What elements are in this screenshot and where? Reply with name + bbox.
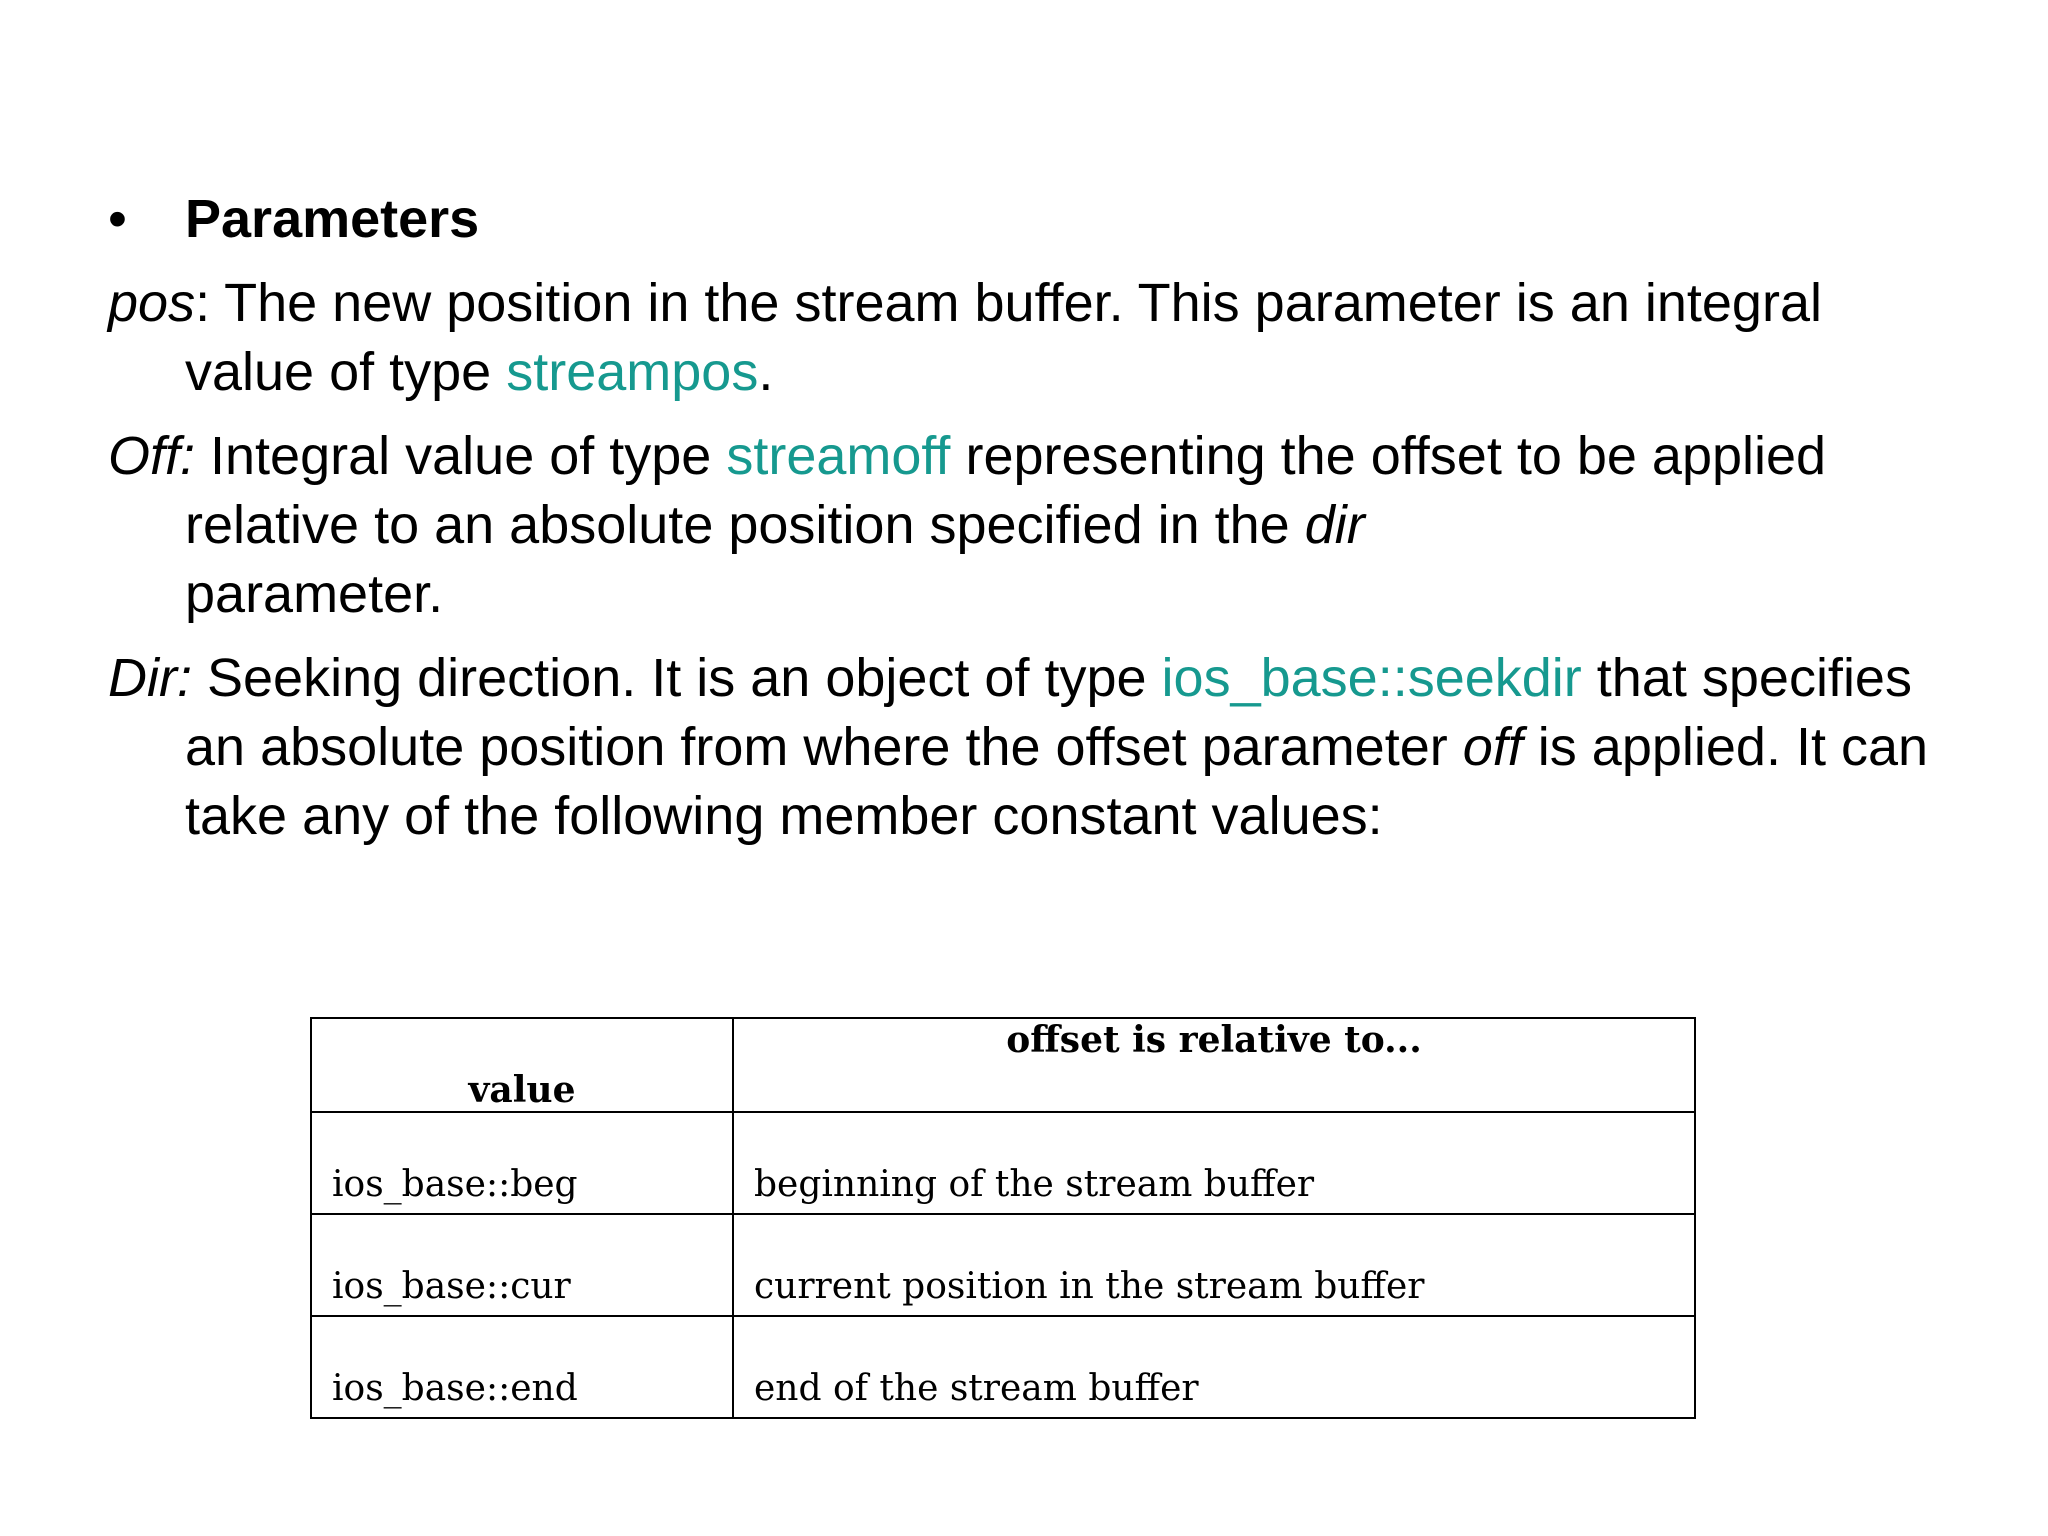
param-dir-text3: is applied. It can take any of the following member constant values: <box>185 717 1929 846</box>
cell-description: current position in the stream buffer <box>733 1214 1695 1316</box>
table-header-row <box>311 1018 1695 1112</box>
param-dir-text1: Seeking direction. It is an object of type <box>191 648 1162 708</box>
cell-value: ios_base::cur <box>311 1214 733 1316</box>
param-dir-text2: that specifies an absolute position from where the offset parameter <box>185 648 1912 777</box>
param-pos <box>108 269 1948 407</box>
heading-text: Parameters <box>185 189 480 249</box>
streampos-link[interactable]: streampos <box>506 342 759 402</box>
streamoff-link[interactable]: streamoff <box>726 426 951 486</box>
param-dir <box>108 644 1948 851</box>
param-off-text3: parameter. <box>185 564 444 624</box>
param-off-dir-italic: dir <box>1304 495 1365 555</box>
param-dir-term: Dir: <box>108 648 192 708</box>
bullet-icon: • <box>108 189 127 249</box>
param-pos-text2: . <box>758 342 774 402</box>
param-off-text1: Integral value of type <box>195 426 727 486</box>
cell-value: ios_base::beg <box>311 1112 733 1214</box>
cell-description: end of the stream buffer <box>733 1316 1695 1418</box>
param-pos-text1: The new position in the stream buffer. This parameter is an integral value of type <box>185 273 1822 402</box>
cell-description: beginning of the stream buffer <box>733 1112 1695 1214</box>
table-row <box>311 1316 1695 1418</box>
seekdir-link[interactable]: ios_base::seekdir <box>1161 648 1582 708</box>
header-value: value <box>311 1018 733 1112</box>
header-relative-to: offset is relative to... <box>733 1018 1695 1112</box>
param-off <box>108 422 1948 629</box>
seekdir-values-table <box>310 1017 1696 1419</box>
param-pos-term: pos <box>108 273 196 333</box>
param-off-text2: representing the offset to be applied relative to an absolute position specified in the <box>185 426 1827 555</box>
parameters-heading <box>108 185 1948 254</box>
cell-value: ios_base::end <box>311 1316 733 1418</box>
param-dir-off-italic: off <box>1462 717 1523 777</box>
param-off-term: Off: <box>108 426 196 486</box>
slide-body <box>108 185 1948 851</box>
table-row <box>311 1112 1695 1214</box>
param-pos-sep: : <box>195 273 211 333</box>
table-row <box>311 1214 1695 1316</box>
